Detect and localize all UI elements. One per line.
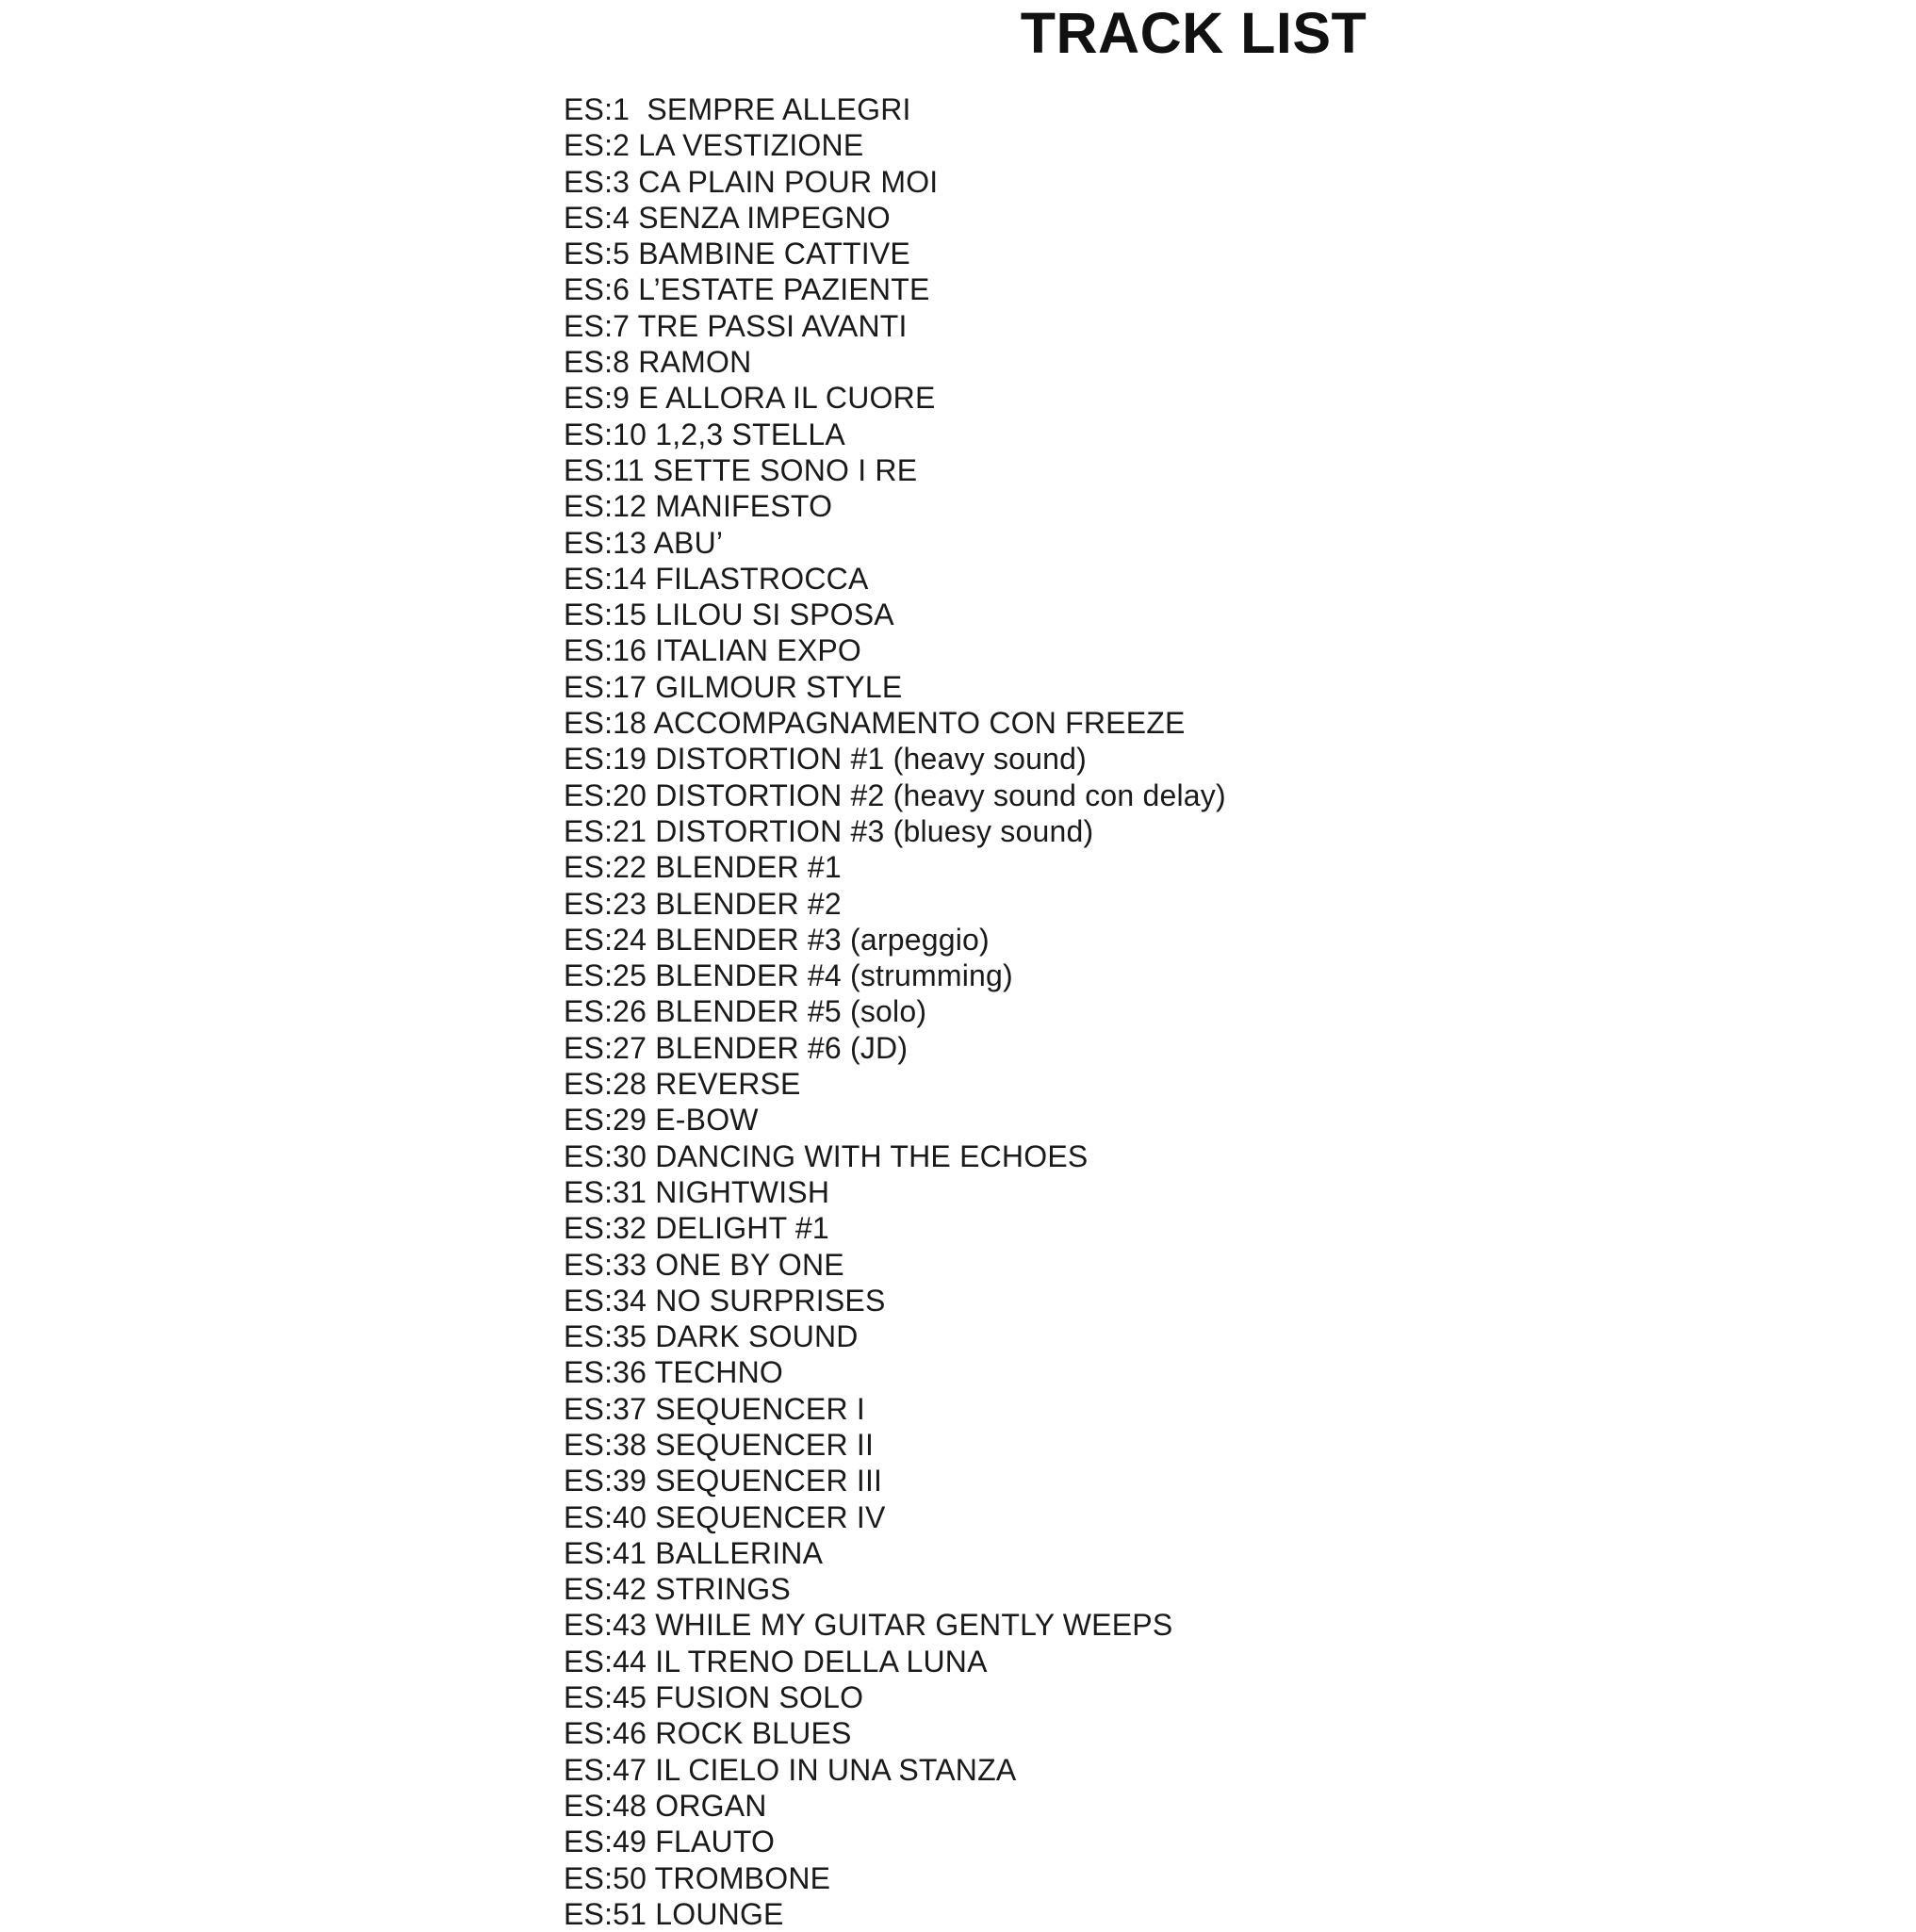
track-list-item: ES:47 IL CIELO IN UNA STANZA: [564, 1752, 1017, 1787]
track-list-item: ES:26 BLENDER #5 (solo): [564, 994, 927, 1029]
track-list-item: ES:24 BLENDER #3 (arpeggio): [564, 922, 990, 957]
page-title: TRACK LIST: [1020, 1, 1367, 65]
track-list-item: ES:10 1,2,3 STELLA: [564, 417, 845, 451]
track-list-item: ES:28 REVERSE: [564, 1067, 801, 1102]
track-list-item: ES:51 LOUNGE: [564, 1896, 784, 1931]
track-list-item: ES:5 BAMBINE CATTIVE: [564, 237, 910, 271]
track-list-item: ES:42 STRINGS: [564, 1572, 791, 1607]
track-list-item: ES:34 NO SURPRISES: [564, 1283, 886, 1318]
track-list-item: ES:33 ONE BY ONE: [564, 1247, 844, 1282]
track-list-item: ES:7 TRE PASSI AVANTI: [564, 308, 908, 343]
track-list-item: ES:13 ABU’: [564, 525, 724, 560]
track-list-item: ES:4 SENZA IMPEGNO: [564, 200, 891, 235]
track-list-item: ES:36 TECHNO: [564, 1355, 783, 1390]
track-list-item: ES:29 E-BOW: [564, 1103, 759, 1138]
track-list-item: ES:37 SEQUENCER I: [564, 1391, 865, 1426]
track-list-item: ES:15 LILOU SI SPOSA: [564, 598, 894, 632]
track-list-item: ES:14 FILASTROCCA: [564, 561, 869, 596]
track-list-item: ES:18 ACCOMPAGNAMENTO CON FREEZE: [564, 706, 1186, 741]
track-list-item: ES:49 FLAUTO: [564, 1825, 776, 1859]
track-list-item: ES:35 DARK SOUND: [564, 1319, 859, 1354]
track-list-item: ES:22 BLENDER #1: [564, 850, 842, 885]
track-list-item: ES:50 TROMBONE: [564, 1860, 831, 1895]
track-list-item: ES:3 CA PLAIN POUR MOI: [564, 164, 939, 199]
track-list-item: ES:41 BALLERINA: [564, 1535, 824, 1570]
track-list-item: ES:48 ORGAN: [564, 1788, 767, 1823]
track-list-item: ES:32 DELIGHT #1: [564, 1211, 829, 1246]
track-list-item: ES:11 SETTE SONO I RE: [564, 452, 918, 487]
track-list-item: ES:6 L’ESTATE PAZIENTE: [564, 272, 930, 307]
track-list-item: ES:2 LA VESTIZIONE: [564, 128, 864, 163]
track-list: [564, 91, 1226, 1932]
track-list-item: ES:39 SEQUENCER III: [564, 1464, 883, 1498]
track-list-item: ES:27 BLENDER #6 (JD): [564, 1030, 909, 1065]
track-list-item: ES:25 BLENDER #4 (strumming): [564, 958, 1013, 993]
track-list-item: ES:12 MANIFESTO: [564, 489, 833, 524]
track-list-item: ES:19 DISTORTION #1 (heavy sound): [564, 742, 1087, 777]
track-list-item: ES:8 RAMON: [564, 345, 752, 380]
track-list-item: ES:31 NIGHTWISH: [564, 1174, 830, 1209]
track-list-item: ES:9 E ALLORA IL CUORE: [564, 381, 936, 416]
track-list-item: ES:23 BLENDER #2: [564, 886, 842, 921]
track-list-item: ES:46 ROCK BLUES: [564, 1716, 852, 1751]
track-list-item: ES:20 DISTORTION #2 (heavy sound con delay): [564, 778, 1226, 812]
track-list-item: ES:45 FUSION SOLO: [564, 1680, 864, 1715]
track-list-item: ES:30 DANCING WITH THE ECHOES: [564, 1138, 1089, 1173]
track-list-item: ES:16 ITALIAN EXPO: [564, 633, 862, 668]
track-list-item: ES:17 GILMOUR STYLE: [564, 669, 903, 704]
track-list-item: ES:44 IL TRENO DELLA LUNA: [564, 1644, 988, 1678]
track-list-item: ES:1 SEMPRE ALLEGRI: [564, 92, 911, 126]
track-list-item: ES:38 SEQUENCER II: [564, 1427, 875, 1462]
track-list-item: ES:40 SEQUENCER IV: [564, 1499, 886, 1534]
track-list-item: ES:21 DISTORTION #3 (bluesy sound): [564, 813, 1094, 848]
track-list-item: ES:43 WHILE MY GUITAR GENTLY WEEPS: [564, 1608, 1173, 1643]
